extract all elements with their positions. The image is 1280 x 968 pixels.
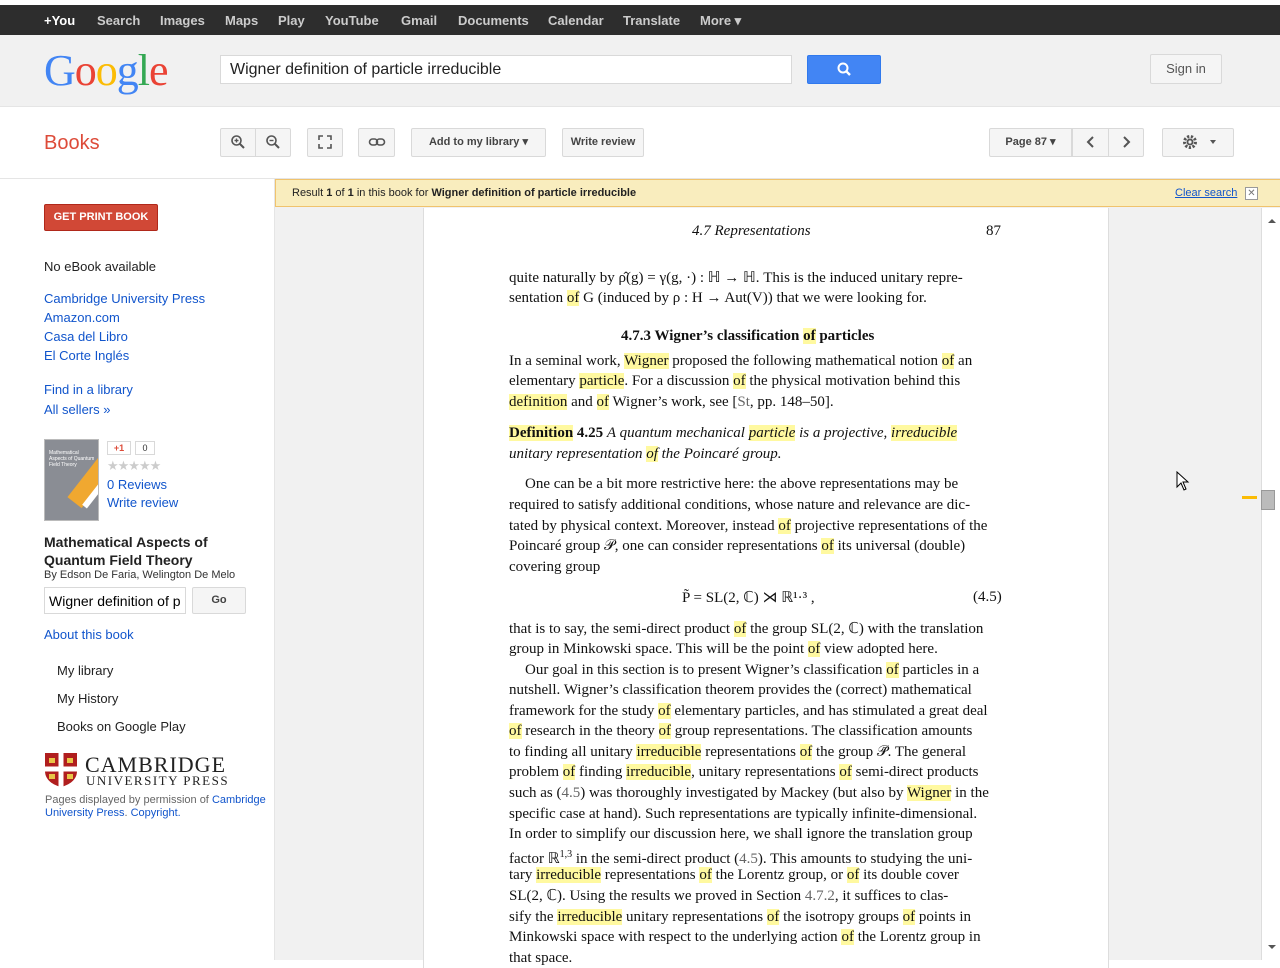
equation: P̃ = SL(2, ℂ) ⋊ ℝ¹·³ ,	[682, 590, 815, 606]
permission-note: Pages displayed by permission of Cambridge University Press. Copyright.	[45, 794, 266, 819]
page-running-header: 4.7 Representations	[692, 223, 811, 239]
book-title: Mathematical Aspects of Quantum Field Theory	[44, 534, 208, 568]
cup-line1: CAMBRIDGE	[85, 752, 227, 777]
link-button[interactable]	[358, 128, 395, 157]
page-line: tary irreducible representations of the Lorentz group, or of its double cover	[509, 867, 959, 883]
in-book-search-input[interactable]	[44, 587, 186, 614]
page-line: that is to say, the semi-direct product of the group SL(2, ℂ) with the translation	[509, 621, 984, 637]
search-result-bar	[275, 179, 1280, 207]
books-title[interactable]: Books	[44, 132, 100, 154]
page-line: framework for the study of elementary particles, and has stimulated a great deal	[509, 703, 988, 719]
search-button[interactable]	[807, 55, 881, 84]
zoom-in-button[interactable]	[220, 128, 256, 157]
google-logo[interactable]: Google	[44, 46, 168, 95]
page-line: SL(2, ℂ). Using the results we proved in Section 4.7.2, it suffices to clas-	[509, 888, 949, 904]
link-icon	[368, 134, 386, 150]
nav-images[interactable]: Images	[160, 13, 205, 28]
page-line: unitary representation of the Poincaré group.	[509, 446, 782, 462]
my-history-link[interactable]: My History	[57, 691, 119, 706]
permission-publisher-link[interactable]: Cambridge University Press	[45, 794, 266, 819]
seller-link-cup[interactable]: Cambridge University Press	[44, 291, 206, 306]
result-message: Result 1 of 1 in this book for Wigner definition of particle irreducible	[292, 187, 637, 199]
scroll-down-arrow-icon[interactable]	[1263, 940, 1280, 954]
vertical-scrollbar[interactable]	[1261, 208, 1280, 960]
seller-link-corte-ingles[interactable]: El Corte Inglés	[44, 348, 130, 363]
previous-page-button[interactable]	[1072, 128, 1109, 157]
books-toolbar	[0, 107, 1280, 179]
page-line: In a seminal work, Wigner proposed the following mathematical notion of an	[509, 353, 973, 369]
search-input[interactable]	[220, 55, 792, 84]
search-icon	[808, 56, 882, 83]
top-nav-bar	[0, 0, 1280, 35]
copyright-link[interactable]: Copyright	[130, 807, 178, 819]
settings-button[interactable]	[1162, 128, 1234, 157]
about-this-book-link[interactable]: About this book	[44, 627, 134, 642]
page-line: definition and of Wigner’s work, see [St, pp. 148–50].	[509, 394, 834, 410]
close-icon[interactable]: ✕	[1245, 187, 1258, 200]
page-line: factor ℝ$^{1,3}$ in the semi-direct product (4.5). This amounts to studying the uni-	[509, 849, 973, 867]
chevron-left-icon	[1085, 135, 1097, 149]
page-line: In order to simplify our discussion here, we shall ignore the translation group	[509, 826, 973, 842]
permission-text: Pages displayed by permission of	[45, 794, 212, 806]
page-select-dropdown[interactable]: Page 87 ▾	[989, 128, 1072, 157]
page-line: One can be a bit more restrictive here: the above representations may be	[525, 476, 959, 492]
cambridge-crest-icon	[44, 752, 78, 788]
nav-gmail[interactable]: Gmail	[401, 13, 438, 28]
page-line: specific case at hand). Such representations are typically infinite-dimensional.	[509, 806, 978, 822]
page-line: such as (4.5) was thoroughly investigated by Mackey (but also by Wigner in the	[509, 785, 989, 801]
seller-link-casa-del-libro[interactable]: Casa del Libro	[44, 329, 128, 344]
seller-link-amazon[interactable]: Amazon.com	[44, 310, 120, 325]
add-to-library-button[interactable]: Add to my library ▾	[411, 128, 546, 157]
page-line: Minkowski space with respect to the underlying action of the Lorentz group in	[509, 929, 981, 945]
star-rating: ★★★★★	[107, 458, 161, 473]
page-line: Definition 4.25 A quantum mechanical particle is a projective, irreducible	[509, 425, 958, 441]
page-line: sify the irreducible unitary representations of the isotropy groups of points in	[509, 909, 972, 925]
page-line: Poincaré group 𝒫, one can consider representations of its universal (double)	[509, 538, 966, 554]
nav-more[interactable]: More ▾	[700, 13, 742, 28]
my-library-link[interactable]: My library	[57, 663, 114, 678]
nav-youtube[interactable]: YouTube	[325, 13, 379, 28]
book-authors: By Edson De Faria, Welington De Melo	[44, 569, 236, 581]
page-line: quite naturally by ρ̂(g) = γ(g, ·) : ℍ → ℍ. This is the induced unitary repre-	[509, 270, 963, 286]
mouse-cursor-icon	[1176, 471, 1190, 491]
no-ebook-label: No eBook available	[44, 259, 157, 274]
page-number: 87	[986, 223, 1001, 239]
cup-line2: UNIVERSITY PRESS	[86, 773, 230, 788]
clear-search-link[interactable]: Clear search	[1175, 187, 1238, 199]
nav-calendar[interactable]: Calendar	[548, 13, 604, 28]
next-page-button[interactable]	[1108, 128, 1144, 157]
nav-you[interactable]: +You	[44, 13, 76, 28]
nav-search[interactable]: Search	[97, 13, 141, 28]
fullscreen-icon	[317, 134, 333, 150]
page-line: elementary particle. For a discussion of the physical motivation behind this	[509, 373, 961, 389]
book-viewer	[274, 179, 1280, 966]
zoom-in-icon	[230, 134, 246, 150]
page-line: to finding all unitary irreducible representations of the group 𝒫̃. The general	[509, 744, 967, 760]
page-line: required to satisfy additional conditions, whose nature and relevance are dic-	[509, 497, 971, 513]
write-review-link[interactable]: Write review	[107, 495, 179, 510]
find-in-library-link[interactable]: Find in a library	[44, 382, 133, 397]
nav-translate[interactable]: Translate	[623, 13, 681, 28]
plus-one-count: 0	[135, 441, 155, 455]
books-on-play-link[interactable]: Books on Google Play	[57, 719, 186, 734]
page-line: tated by physical context. Moreover, instead of projective representations of the	[509, 518, 988, 534]
nav-play[interactable]: Play	[278, 13, 305, 28]
zoom-out-icon	[265, 134, 281, 150]
google-plus-one-button[interactable]: +1	[107, 441, 131, 455]
page-line: covering group	[509, 559, 601, 575]
get-print-book-button[interactable]: GET PRINT BOOK	[44, 204, 158, 231]
nav-documents[interactable]: Documents	[458, 13, 529, 28]
section-heading: 4.7.3 Wigner’s classification of particles	[621, 328, 875, 344]
left-sidebar	[0, 179, 274, 960]
search-header	[0, 35, 1280, 107]
page-line: nutshell. Wigner’s classification theorem provides the (correct) mathematical	[509, 682, 972, 698]
page-line: Our goal in this section is to present Wigner’s classification of particles in a	[525, 662, 980, 678]
scroll-up-arrow-icon[interactable]	[1263, 214, 1280, 228]
page-line: that space.	[509, 950, 573, 966]
cover-title-text: Mathematical Aspects of Quantum Field Theory	[49, 450, 95, 468]
gear-icon	[1178, 133, 1218, 151]
fullscreen-button[interactable]	[307, 128, 343, 157]
page-line: group in Minkowski space. This will be the point of view adopted here.	[509, 641, 938, 657]
write-review-button[interactable]: Write review	[562, 128, 644, 157]
page-line: problem of finding irreducible, unitary representations of semi-direct products	[509, 764, 979, 780]
go-button[interactable]: Go	[192, 587, 246, 614]
reviews-link[interactable]: 0 Reviews	[107, 477, 167, 492]
page-line: sentation of G (induced by ρ : H → Aut(V)) that we were looking for.	[509, 290, 927, 306]
zoom-out-button[interactable]	[255, 128, 291, 157]
book-cover[interactable]	[44, 439, 99, 521]
search-hit-marker	[1242, 496, 1257, 499]
chevron-right-icon	[1120, 135, 1132, 149]
page-line: of research in the theory of group representations. The classification amounts	[509, 723, 973, 739]
equation-number: (4.5)	[973, 589, 1002, 605]
sign-in-button[interactable]: Sign in	[1150, 54, 1222, 84]
scrollbar-thumb[interactable]	[1261, 490, 1275, 510]
all-sellers-link[interactable]: All sellers »	[44, 402, 111, 417]
book-page	[423, 208, 1109, 968]
nav-maps[interactable]: Maps	[225, 13, 259, 28]
